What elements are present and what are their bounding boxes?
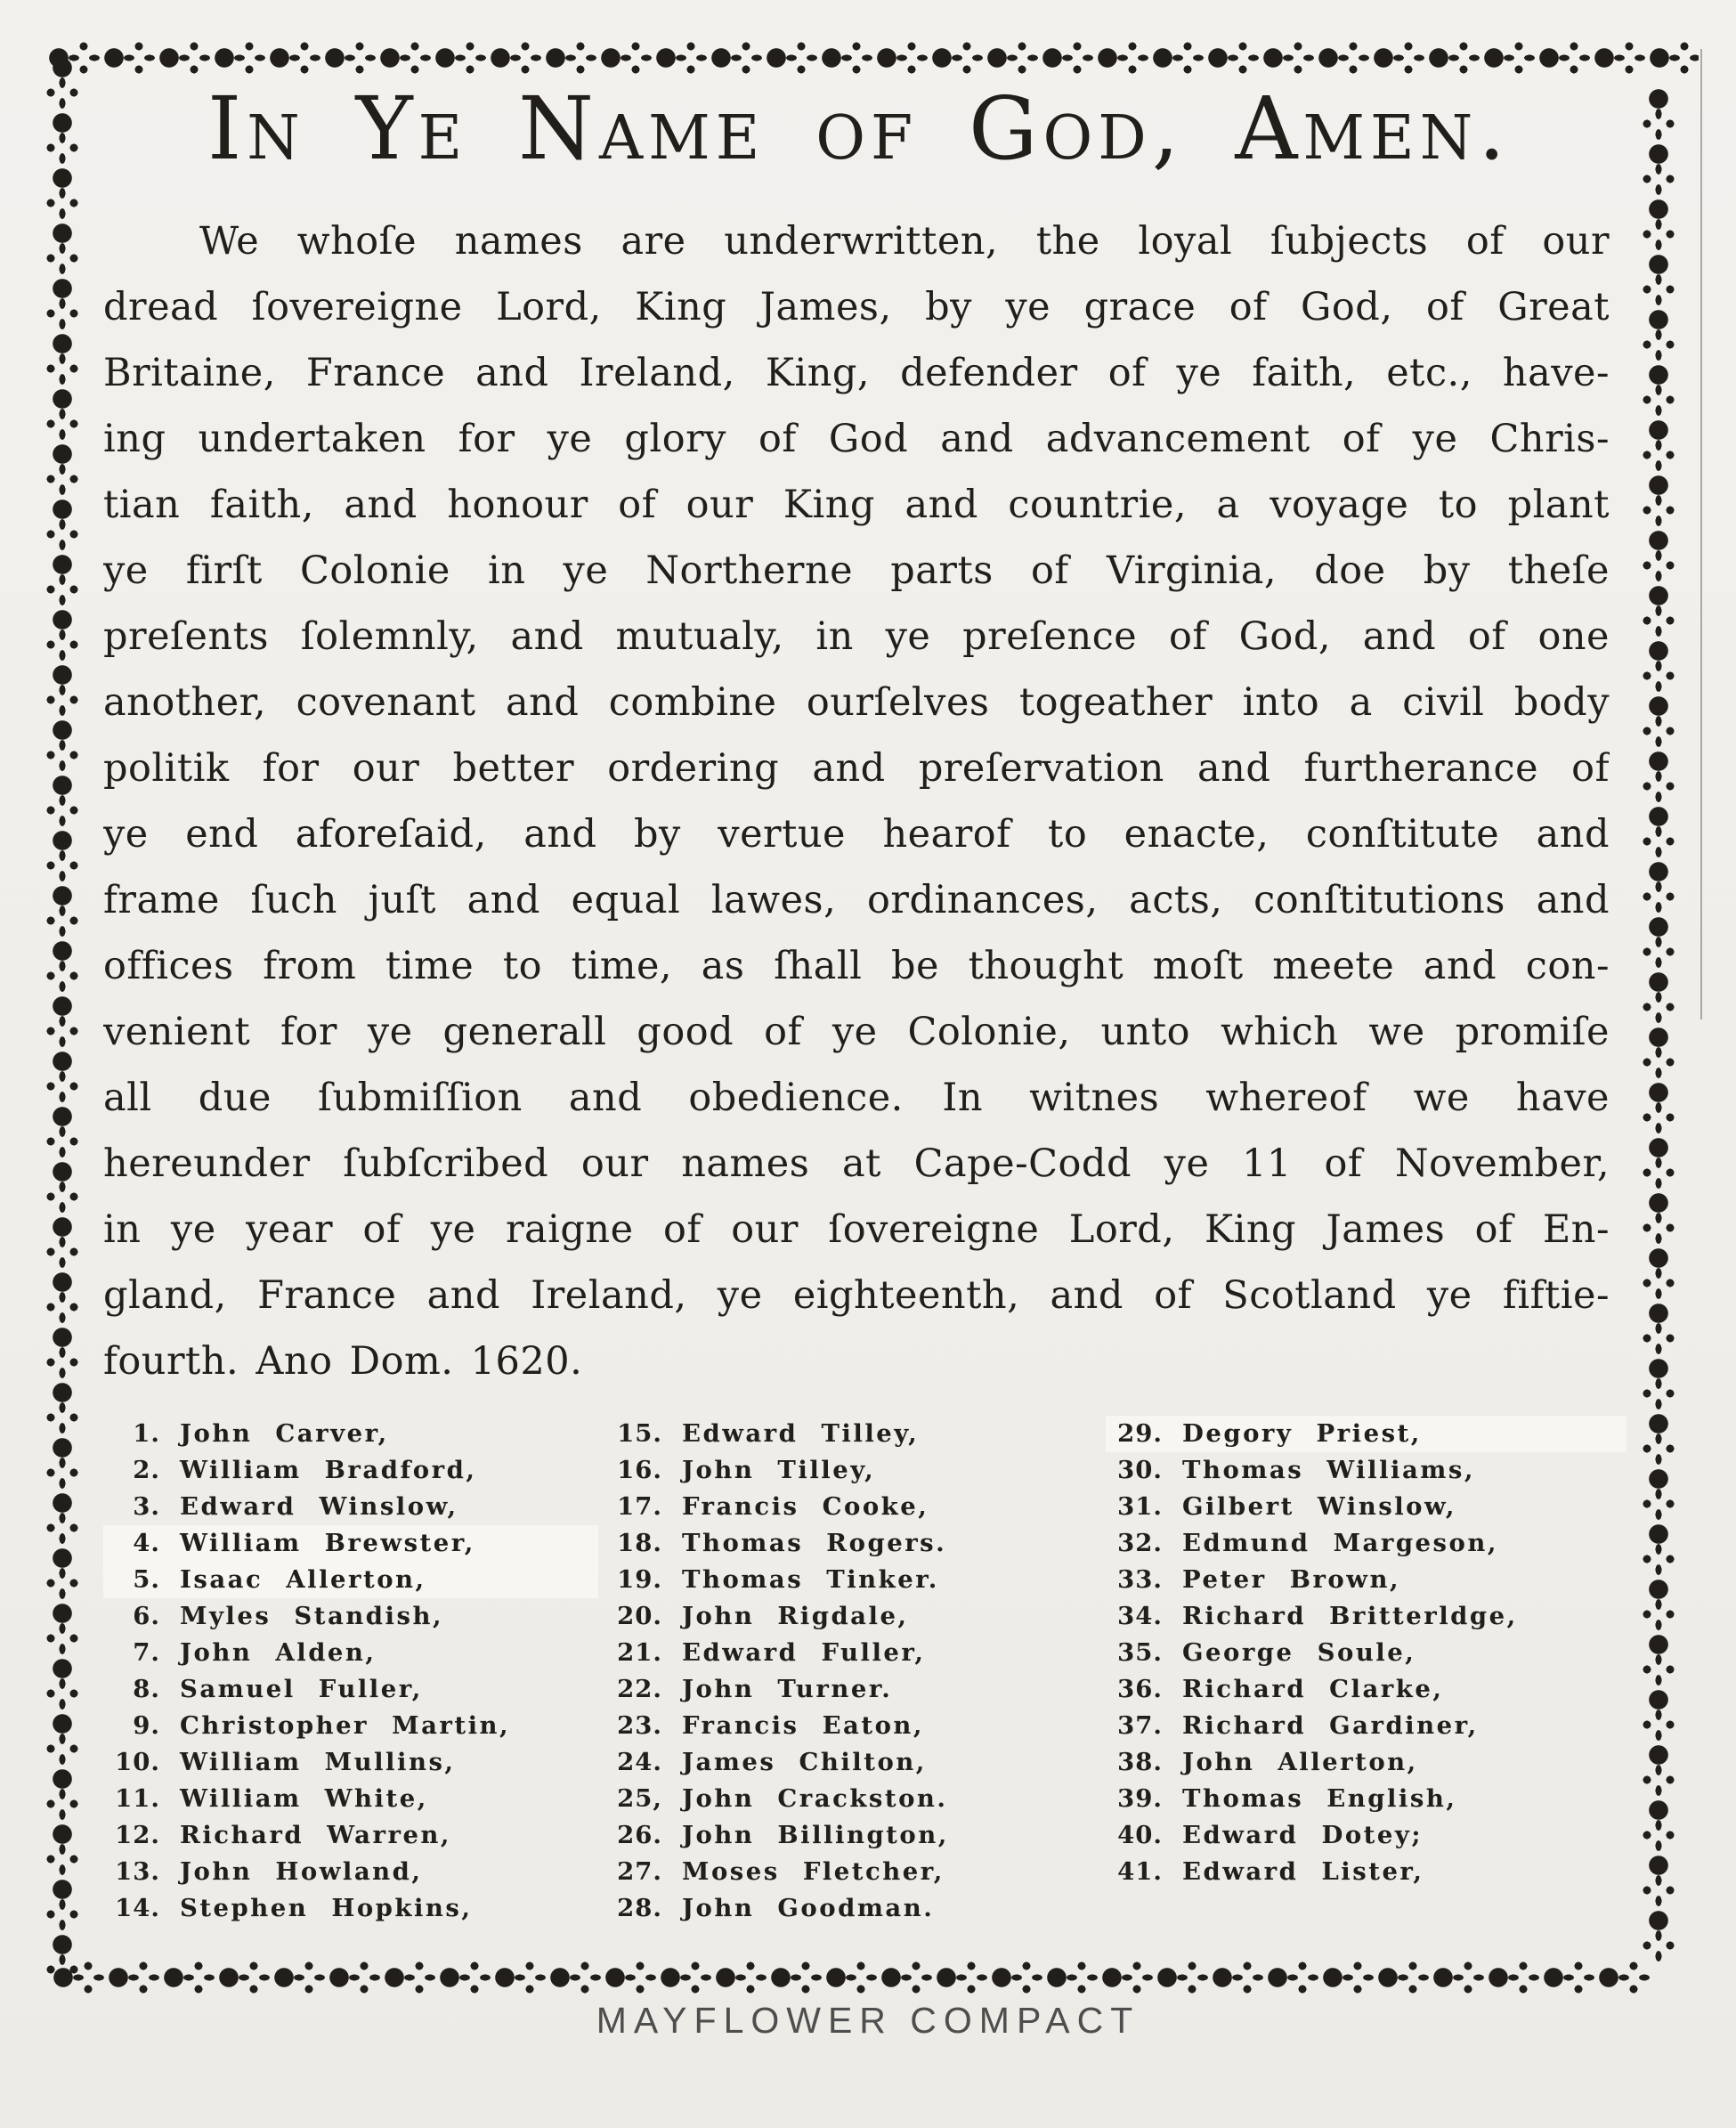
signer-name: William Brewster,	[180, 1529, 475, 1557]
body-line: fourth. Ano Dom. 1620.	[103, 1339, 583, 1384]
body-line: hereunder ſubſcribed our names at Cape-Codd ye 11 of November,	[103, 1141, 1610, 1186]
signer-number: 37.	[1117, 1711, 1163, 1740]
signer-number: 36.	[1117, 1675, 1163, 1703]
signer-name: John Crackston.	[682, 1784, 948, 1813]
body-line: offices from time to time, as ſhall be thought moſt meete and con-	[103, 944, 1610, 988]
signer-number: 39.	[1117, 1784, 1163, 1813]
signer-row	[103, 1525, 598, 1562]
body-paragraph	[103, 208, 1610, 1394]
signer-name: John Goodman.	[682, 1894, 935, 1922]
signer-number: 35.	[1117, 1638, 1163, 1667]
signer-row	[1106, 1525, 1626, 1562]
signer-name: Thomas Rogers.	[682, 1529, 947, 1557]
signer-number: 41.	[1117, 1857, 1163, 1886]
signer-number: 22.	[617, 1675, 662, 1703]
body-line: frame ſuch juſt and equal lawes, ordinances, acts, conſtitutions and	[103, 878, 1610, 922]
signer-row	[605, 1416, 1093, 1452]
signer-number: 12.	[115, 1821, 160, 1849]
signer-number: 2.	[133, 1456, 160, 1484]
signer-row	[605, 1489, 1093, 1525]
signer-number: 4.	[133, 1529, 160, 1557]
signer-number: 38.	[1117, 1748, 1163, 1776]
signer-name: William White,	[180, 1784, 428, 1813]
signer-row	[1106, 1416, 1626, 1452]
signer-row	[605, 1525, 1093, 1562]
signer-row	[1106, 1671, 1626, 1708]
signer-number: 31.	[1117, 1492, 1163, 1521]
signer-row	[605, 1671, 1093, 1708]
signer-number: 15.	[617, 1419, 662, 1448]
signer-name: Richard Britterldge,	[1182, 1602, 1518, 1630]
signer-row	[1106, 1817, 1626, 1854]
signer-row	[1106, 1744, 1626, 1781]
signer-number: 9.	[133, 1711, 160, 1740]
signer-name: Isaac Allerton,	[180, 1565, 426, 1594]
signer-number: 25,	[617, 1784, 662, 1813]
signer-column	[605, 1416, 1093, 1927]
ornamental-border-bottom	[49, 1957, 1653, 1998]
signer-row	[605, 1598, 1093, 1635]
signer-row	[103, 1452, 598, 1489]
page-title: In Ye Name of God, Amen.	[207, 78, 1512, 179]
signer-row	[103, 1671, 598, 1708]
signer-row	[1106, 1452, 1626, 1489]
signer-name: Gilbert Winslow,	[1182, 1492, 1456, 1521]
signer-name: Richard Warren,	[180, 1821, 452, 1849]
signer-row	[1106, 1635, 1626, 1671]
signer-row	[103, 1635, 598, 1671]
signer-number: 18.	[617, 1529, 662, 1557]
signer-name: Edward Dotey;	[1182, 1821, 1423, 1849]
signer-name: Thomas Tinker.	[682, 1565, 939, 1594]
signer-number: 27.	[617, 1857, 662, 1886]
signer-name: Moses Fletcher,	[682, 1857, 945, 1886]
body-line: We whoſe names are underwritten, the loyal ſubjects of our	[199, 219, 1610, 264]
signer-row	[605, 1817, 1093, 1854]
signer-row	[605, 1635, 1093, 1671]
signer-name: Thomas English,	[1182, 1784, 1457, 1813]
signer-row	[103, 1781, 598, 1817]
signer-row	[103, 1854, 598, 1890]
signer-number: 8.	[133, 1675, 160, 1703]
body-line: dread ſovereigne Lord, King James, by ye grace of God, of Great	[103, 285, 1610, 329]
signer-row	[103, 1598, 598, 1635]
signer-name: John Howland,	[180, 1857, 423, 1886]
signer-number: 26.	[617, 1821, 662, 1849]
signer-row	[103, 1817, 598, 1854]
signer-number: 13.	[115, 1857, 160, 1886]
signer-row	[605, 1854, 1093, 1890]
signer-name: Christopher Martin,	[180, 1711, 511, 1740]
signer-name: George Soule,	[1182, 1638, 1416, 1667]
signer-name: Edward Winslow,	[180, 1492, 458, 1521]
body-line: Britaine, France and Ireland, King, defender of ye faith, etc., have-	[103, 351, 1610, 395]
signer-name: William Bradford,	[180, 1456, 477, 1484]
signer-column	[103, 1416, 598, 1927]
signer-number: 17.	[617, 1492, 662, 1521]
signer-name: Degory Priest,	[1182, 1419, 1422, 1448]
body-line: ye firſt Colonie in ye Northerne parts of Virginia, doe by theſe	[103, 548, 1610, 593]
body-line: another, covenant and combine ourſelves togeather into a civil body	[103, 680, 1610, 725]
signer-name: Francis Eaton,	[682, 1711, 924, 1740]
signer-number: 24.	[617, 1748, 662, 1776]
signer-name: Edward Lister,	[1182, 1857, 1424, 1886]
signer-name: Samuel Fuller,	[180, 1675, 423, 1703]
body-line: gland, France and Ireland, ye eighteenth, and of Scotland ye fiftie-	[103, 1273, 1610, 1318]
signer-number: 32.	[1117, 1529, 1163, 1557]
signer-row	[605, 1708, 1093, 1744]
signer-name: John Allerton,	[1182, 1748, 1418, 1776]
signer-number: 23.	[617, 1711, 662, 1740]
signer-row	[1106, 1598, 1626, 1635]
body-line: ing undertaken for ye glory of God and advancement of ye Chris-	[103, 417, 1610, 461]
signer-number: 10.	[115, 1748, 160, 1776]
signer-row	[103, 1708, 598, 1744]
signer-name: John Alden,	[180, 1638, 377, 1667]
signer-number: 30.	[1117, 1456, 1163, 1484]
signer-column	[1106, 1416, 1626, 1890]
signer-name: Peter Brown,	[1182, 1565, 1401, 1594]
signer-number: 14.	[115, 1894, 160, 1922]
ornamental-border-top	[45, 37, 1699, 78]
signer-number: 40.	[1117, 1821, 1163, 1849]
signer-row	[103, 1562, 598, 1598]
signer-number: 16.	[617, 1456, 662, 1484]
signer-number: 28.	[617, 1894, 662, 1922]
signer-name: William Mullins,	[180, 1748, 456, 1776]
signer-row	[103, 1489, 598, 1525]
signer-row	[1106, 1562, 1626, 1598]
signer-row	[103, 1744, 598, 1781]
signer-name: John Tilley,	[682, 1456, 876, 1484]
signer-row	[605, 1452, 1093, 1489]
signer-row	[1106, 1854, 1626, 1890]
signer-name: Francis Cooke,	[682, 1492, 929, 1521]
signer-name: John Carver,	[180, 1419, 389, 1448]
signer-number: 11.	[115, 1784, 160, 1813]
signer-name: Edward Fuller,	[682, 1638, 926, 1667]
signer-row	[1106, 1708, 1626, 1744]
signer-name: Edward Tilley,	[682, 1419, 920, 1448]
signer-name: Stephen Hopkins,	[180, 1894, 473, 1922]
body-line: politik for our better ordering and preſervation and furtherance of	[103, 746, 1610, 791]
signer-number: 33.	[1117, 1565, 1163, 1594]
signer-row	[1106, 1489, 1626, 1525]
signer-number: 7.	[133, 1638, 160, 1667]
signer-name: John Billington,	[682, 1821, 949, 1849]
signer-number: 34.	[1117, 1602, 1163, 1630]
signer-number: 6.	[133, 1602, 160, 1630]
scan-artifact-line	[1700, 49, 1702, 1019]
signer-name: Richard Gardiner,	[1182, 1711, 1479, 1740]
signer-name: Thomas Williams,	[1182, 1456, 1475, 1484]
signer-number: 5.	[133, 1565, 160, 1594]
signer-number: 29.	[1117, 1419, 1163, 1448]
signer-name: John Turner.	[682, 1675, 893, 1703]
signer-row	[605, 1562, 1093, 1598]
signer-number: 1.	[133, 1419, 160, 1448]
signer-row	[103, 1416, 598, 1452]
signer-number: 20.	[617, 1602, 662, 1630]
signer-name: James Chilton,	[682, 1748, 927, 1776]
body-line: tian faith, and honour of our King and countrie, a voyage to plant	[103, 483, 1610, 527]
signer-row	[103, 1890, 598, 1927]
signer-row	[605, 1890, 1093, 1927]
signer-number: 3.	[133, 1492, 160, 1521]
signer-name: Edmund Margeson,	[1182, 1529, 1498, 1557]
signer-name: John Rigdale,	[682, 1602, 909, 1630]
caption: MAYFLOWER COMPACT	[596, 2000, 1140, 2041]
body-line: venient for ye generall good of ye Colonie, unto which we promiſe	[103, 1010, 1610, 1054]
signer-name: Myles Standish,	[180, 1602, 444, 1630]
body-line: preſents ſolemnly, and mutualy, in ye preſence of God, and of one	[103, 614, 1610, 659]
signer-row	[605, 1781, 1093, 1817]
signer-row	[605, 1744, 1093, 1781]
body-line: all due ſubmiſſion and obedience. In witnes whereof we have	[103, 1076, 1610, 1120]
signers-list	[0, 1416, 1736, 1950]
body-line: ye end aforeſaid, and by vertue hearof to enacte, conſtitute and	[103, 812, 1610, 857]
signer-row	[1106, 1781, 1626, 1817]
body-line: in ye year of ye raigne of our ſovereigne Lord, King James of En-	[103, 1207, 1610, 1252]
signer-name: Richard Clarke,	[1182, 1675, 1444, 1703]
signer-number: 21.	[617, 1638, 662, 1667]
signer-number: 19.	[617, 1565, 662, 1594]
